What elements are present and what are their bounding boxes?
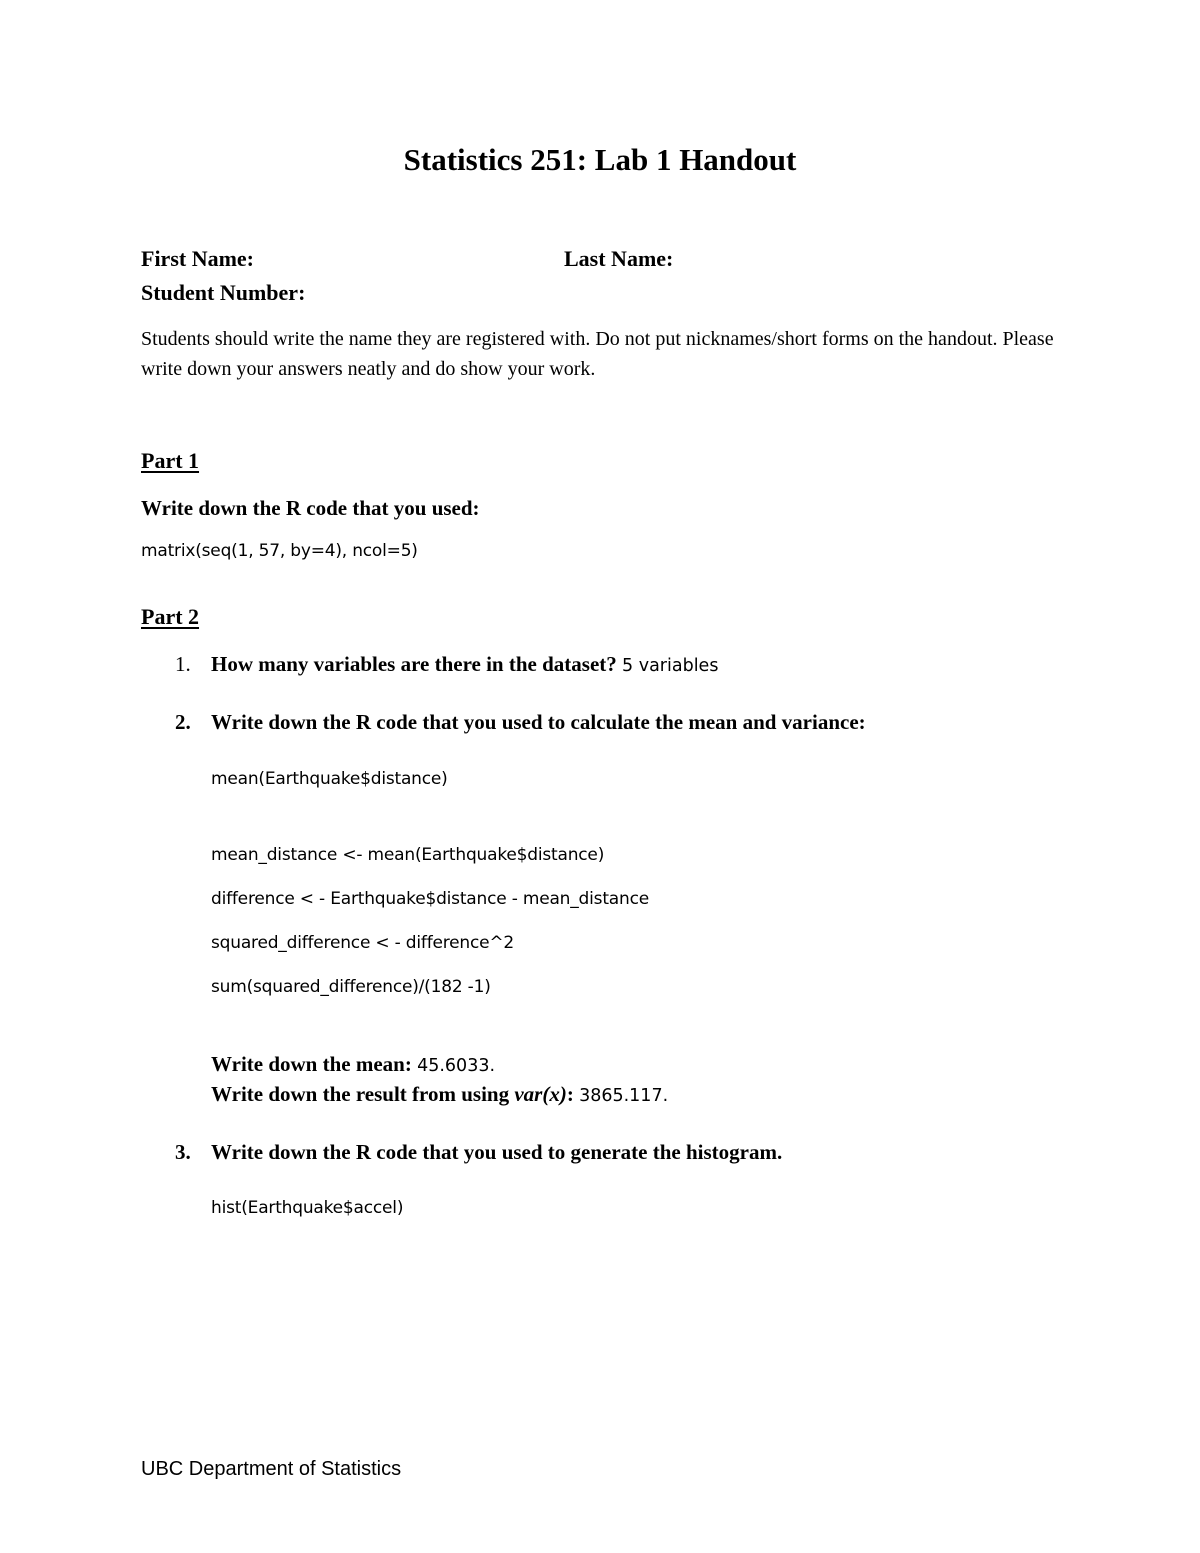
question-1-number: 1. bbox=[175, 652, 191, 676]
part1-prompt: Write down the R code that you used: bbox=[141, 496, 480, 520]
question-1-answer: 5 variables bbox=[622, 656, 719, 676]
variance-label-prefix: Write down the result from using bbox=[211, 1082, 510, 1106]
q3-code: hist(Earthquake$accel) bbox=[211, 1198, 404, 1218]
variance-value: 3865.117. bbox=[579, 1086, 669, 1106]
question-2-text: Write down the R code that you used to calculate the mean and variance: bbox=[211, 710, 866, 734]
question-3 bbox=[141, 1137, 782, 1167]
question-1 bbox=[141, 649, 718, 681]
question-1-text: How many variables are there in the dataset? bbox=[211, 652, 617, 676]
q2-code-line: squared_difference < - difference^2 bbox=[211, 933, 515, 953]
last-name-label: Last Name: bbox=[564, 246, 674, 271]
question-3-text: Write down the R code that you used to generate the histogram. bbox=[211, 1140, 783, 1164]
page-title: Statistics 251: Lab 1 Handout bbox=[403, 142, 797, 177]
student-number-label: Student Number: bbox=[141, 280, 306, 305]
q2-code-mean: mean(Earthquake$distance) bbox=[211, 769, 448, 789]
mean-label: Write down the mean: bbox=[211, 1052, 412, 1076]
mean-result-line bbox=[211, 1049, 495, 1081]
q2-code-line: mean_distance <- mean(Earthquake$distance) bbox=[211, 845, 605, 865]
variance-result-line bbox=[211, 1079, 668, 1111]
question-3-number: 3. bbox=[175, 1140, 191, 1164]
mean-value: 45.6033. bbox=[417, 1056, 496, 1076]
instructions-paragraph: Students should write the name they are registered with. Do not put nicknames/short forms on the handout. Please write down your answers neatly and do show your work. bbox=[141, 328, 1054, 380]
part2-heading: Part 2 bbox=[141, 604, 200, 629]
variance-label-suffix: : bbox=[566, 1082, 574, 1106]
part1-code: matrix(seq(1, 57, by=4), ncol=5) bbox=[141, 541, 418, 561]
variance-function: var(x) bbox=[514, 1082, 567, 1106]
footer-department: UBC Department of Statistics bbox=[141, 1458, 402, 1480]
part1-heading: Part 1 bbox=[141, 448, 200, 473]
first-name-label: First Name: bbox=[141, 246, 255, 271]
q2-code-line: difference < - Earthquake$distance - mean_distance bbox=[211, 889, 649, 909]
question-2-number: 2. bbox=[175, 710, 191, 734]
question-2 bbox=[141, 707, 866, 737]
q2-code-line: sum(squared_difference)/(182 -1) bbox=[211, 977, 491, 997]
